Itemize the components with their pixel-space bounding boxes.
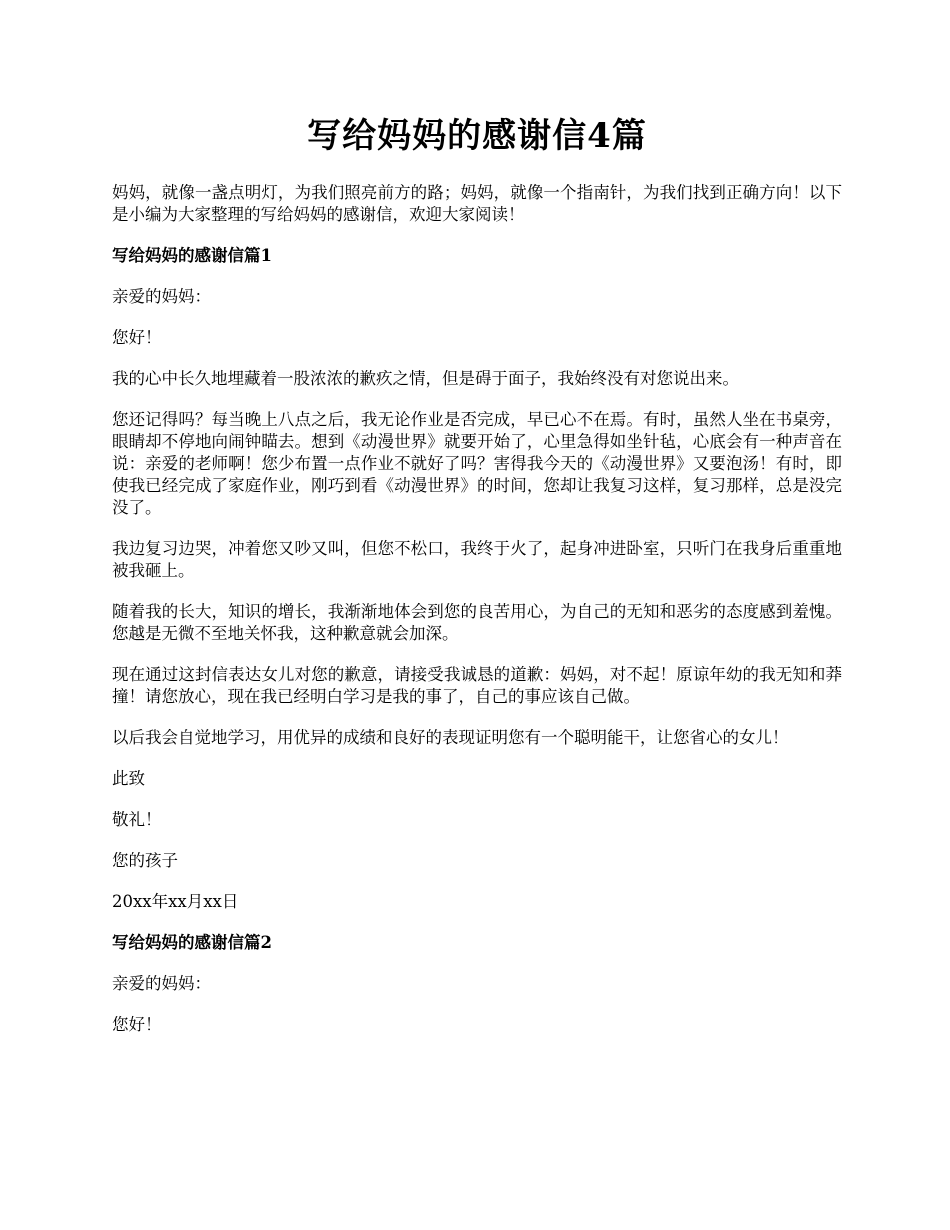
letter1-heading: 写给妈妈的感谢信篇1 [112, 246, 272, 265]
letter1-date: 20xx年xx月xx日 [112, 892, 239, 911]
letter2-heading: 写给妈妈的感谢信篇2 [112, 933, 272, 952]
letter1-greeting: 您好！ [112, 328, 162, 347]
document-title: 写给妈妈的感谢信4篇 [307, 116, 647, 156]
letter1-salutation: 亲爱的妈妈： [112, 287, 211, 306]
letter1-paragraph: 随着我的长大，知识的增长，我渐渐地体会到您的良苦用心，为自己的无知和恶劣的态度感到羞愧。您越是无微不至地关怀我，这种歉意就会加深。 [112, 602, 842, 643]
letter1-paragraph: 以后我会自觉地学习，用优异的成绩和良好的表现证明您有一个聪明能干，让您省心的女儿！ [112, 728, 789, 747]
letter2-greeting: 您好！ [112, 1015, 162, 1034]
letter1-paragraph: 现在通过这封信表达女儿对您的歉意，请接受我诚恳的道歉：妈妈，对不起！原谅年幼的我无知和莽撞！请您放心，现在我已经明白学习是我的事了，自己的事应该自己做。 [112, 665, 842, 706]
letter1-regards: 敬礼！ [112, 810, 162, 829]
letter1-paragraph: 您还记得吗？每当晚上八点之后，我无论作业是否完成，早已心不在焉。有时，虽然人坐在书桌旁，眼睛却不停地向闹钟瞄去。想到《动漫世界》就要开始了，心里急得如坐针毡，心底会有一种声音在说：亲爱的老师啊！您少布置一点作业不就好了吗？害得我今天的《动漫世界》又要泡汤！有时，即使我已经完成了家庭作业，刚巧到看《动漫世界》的时间，您却让我复习这样，复习那样，总是没完没了。 [112, 410, 842, 517]
letter1-signature: 您的孩子 [112, 851, 178, 870]
letter1-paragraph: 我的心中长久地埋藏着一股浓浓的歉疚之情，但是碍于面子，我始终没有对您说出来。 [112, 369, 739, 388]
document-page [112, 112, 842, 1055]
letter1-closing: 此致 [112, 769, 145, 788]
letter1-paragraph: 我边复习边哭，冲着您又吵又叫，但您不松口，我终于火了，起身冲进卧室，只听门在我身后重重地被我砸上。 [112, 539, 842, 580]
letter2-salutation: 亲爱的妈妈： [112, 974, 211, 993]
intro-paragraph: 妈妈，就像一盏点明灯，为我们照亮前方的路；妈妈，就像一个指南针，为我们找到正确方向！以下是小编为大家整理的写给妈妈的感谢信，欢迎大家阅读！ [112, 183, 842, 224]
